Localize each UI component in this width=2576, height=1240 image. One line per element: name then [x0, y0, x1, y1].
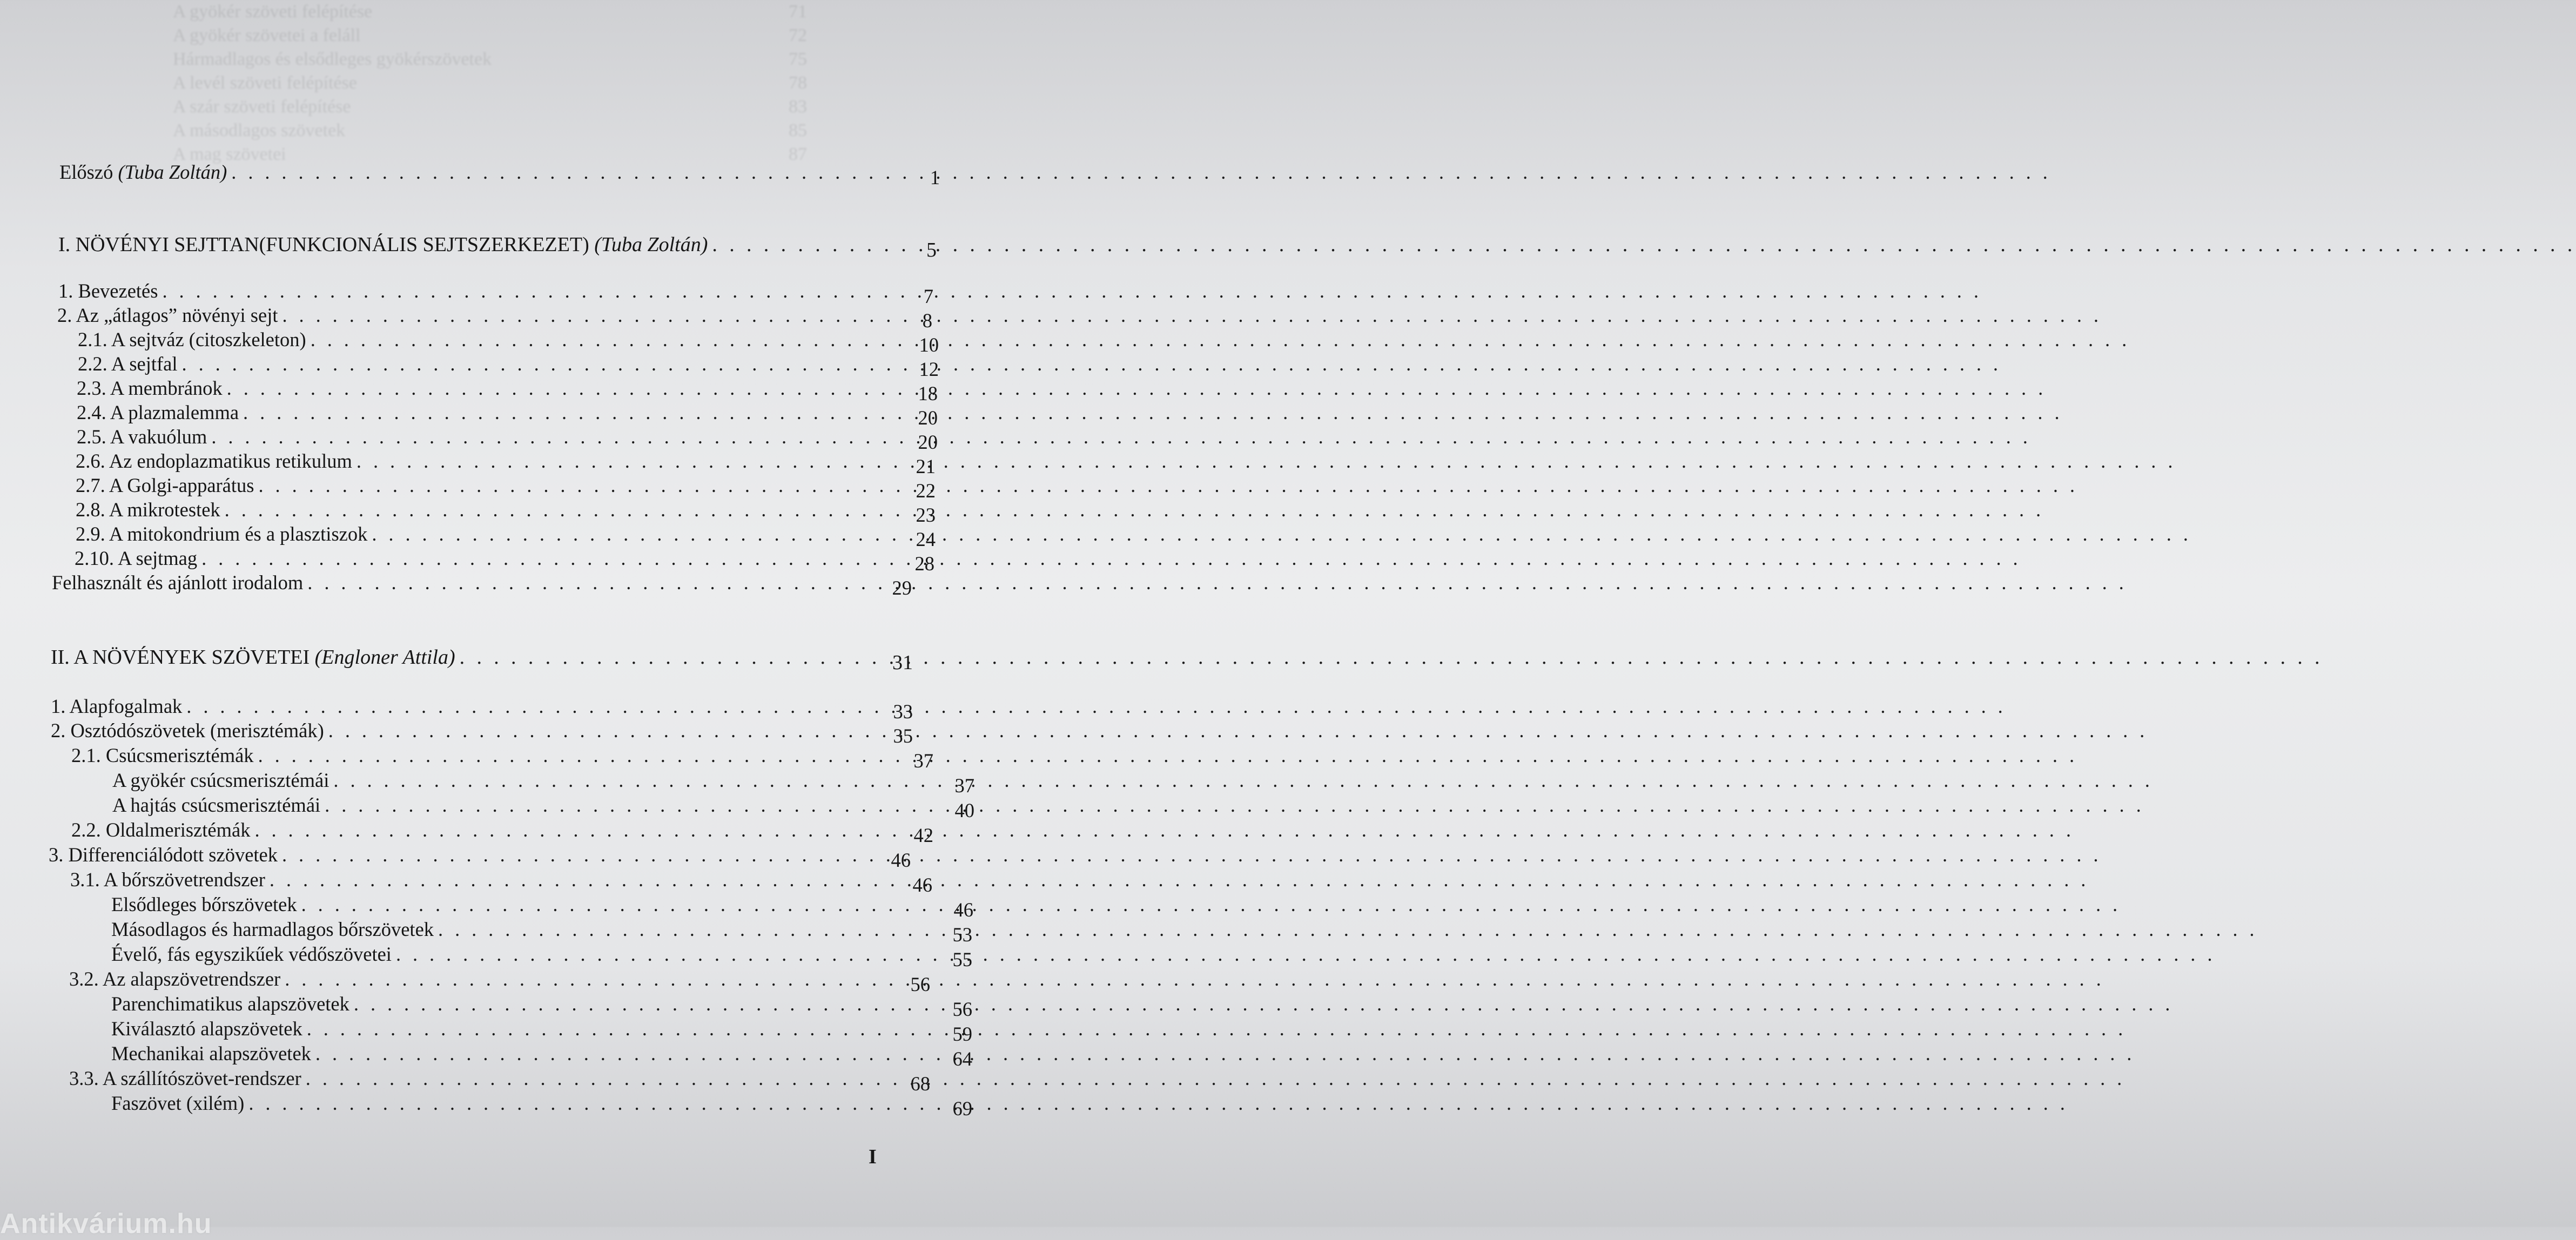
toc-leader-dots — [354, 992, 2174, 1016]
toc-entry — [69, 967, 930, 995]
toc-page-number: 20 — [918, 431, 938, 453]
toc-leader-dots — [306, 1066, 2126, 1091]
toc-entry — [51, 694, 913, 723]
toc-leader-dots — [285, 967, 2104, 992]
bleed-line: A szár szöveti felépítése — [173, 97, 351, 117]
toc-leader-dots — [307, 570, 2127, 595]
toc-entry — [76, 497, 936, 526]
toc-entry — [57, 303, 932, 332]
toc-page-number: 18 — [918, 382, 938, 405]
toc-entry-title: 2.2. A sejtfal — [78, 353, 178, 375]
toc-entry-title: A hajtás csúcsmerisztémái — [112, 794, 321, 816]
toc-leader-dots — [315, 1041, 2135, 1066]
toc-entry — [58, 279, 933, 307]
toc-leader-dots — [283, 303, 2102, 328]
toc-leader-dots — [254, 818, 2074, 843]
toc-page-number: 37 — [913, 750, 933, 772]
toc-entry — [51, 718, 913, 747]
toc-page-number: 5 — [926, 239, 937, 261]
toc-entry-title: Elsődleges bőrszövetek — [111, 893, 297, 915]
toc-entry-title: 2.1. A sejtváz (citoszkeleton) — [78, 328, 306, 351]
toc-leader-dots — [227, 376, 2047, 401]
toc-page-number: 20 — [918, 407, 938, 429]
toc-leader-dots — [328, 718, 2148, 743]
bleed-through-text — [173, 0, 745, 164]
toc-leader-dots — [311, 327, 2130, 352]
bleed-line: A levél szöveti felépítése — [173, 73, 357, 93]
toc-leader-dots — [225, 497, 2044, 522]
toc-leader-dots — [258, 743, 2078, 768]
bleed-line: A másodlagos szövetek — [173, 120, 346, 140]
toc-leader-dots — [258, 473, 2078, 498]
toc-page-number: 23 — [916, 504, 936, 526]
toc-entry-title: 2.5. A vakuólum — [77, 426, 207, 448]
toc-page-number: 56 — [952, 998, 972, 1020]
toc-author: (Engloner Attila) — [314, 646, 455, 669]
toc-entry — [49, 843, 911, 871]
toc-page-number: 55 — [952, 948, 972, 971]
toc-entry — [76, 473, 936, 502]
toc-leader-dots — [307, 1016, 2127, 1041]
toc-leader-dots — [186, 694, 2006, 719]
toc-entry-title: 2.3. A membránok — [77, 377, 223, 399]
toc-entry — [111, 1016, 972, 1045]
toc-title-text: I. NÖVÉNYI SEJTTAN(FUNKCIONÁLIS SEJTSZERKEZET) — [58, 233, 589, 256]
toc-page-number: 22 — [916, 480, 936, 502]
toc-entry — [77, 424, 938, 453]
bleed-line: 83 — [789, 97, 807, 117]
toc-page-number: 24 — [916, 528, 936, 550]
toc-entry-title: A gyökér csúcsmerisztémái — [112, 769, 329, 791]
toc-title-text: II. A NÖVÉNYEK SZÖVETEI — [51, 646, 310, 669]
toc-author: (Tuba Zoltán) — [118, 161, 227, 183]
toc-leader-dots — [270, 867, 2089, 892]
toc-entry-title: 2.8. A mikrotestek — [76, 498, 220, 521]
toc-page-number: 69 — [952, 1097, 972, 1120]
bleed-line: 85 — [789, 120, 807, 140]
toc-entry — [111, 892, 973, 921]
bleed-line: 72 — [789, 25, 807, 45]
toc-leader-dots — [243, 400, 2063, 425]
toc-author: (Tuba Zoltán) — [594, 233, 708, 256]
toc-entry — [75, 546, 934, 575]
toc-entry-title: 2.9. A mitokondrium és a plasztiszok — [76, 523, 368, 545]
toc-title-text: Előszó — [59, 161, 113, 183]
toc-entry-title: 2.7. A Golgi-apparátus — [76, 474, 254, 496]
bleed-line: 78 — [789, 73, 807, 93]
toc-entry-title: Felhasznált és ajánlott irodalom — [52, 571, 304, 594]
toc-entry-title: 2.4. A plazmalemma — [77, 401, 239, 423]
toc-entry-title: 3.1. A bőrszövetrendszer — [70, 868, 265, 891]
toc-page-number: 21 — [916, 455, 936, 477]
toc-page-number: 29 — [892, 577, 912, 599]
toc-entry-title — [58, 232, 712, 257]
toc-entry-title: Faszövet (xilém) — [111, 1092, 245, 1114]
toc-leader-dots — [248, 1091, 2068, 1116]
toc-page-number: 46 — [912, 874, 932, 896]
toc-entry — [71, 818, 933, 846]
page-number: I — [869, 1145, 877, 1168]
toc-page-number: 35 — [893, 725, 913, 747]
toc-entry-title — [59, 160, 231, 185]
toc-leader-dots — [301, 892, 2121, 917]
toc-leader-dots — [231, 160, 2051, 185]
toc-entry-title: Évelő, fás egyszikűek védőszövetei — [111, 943, 392, 965]
toc-entry — [77, 400, 938, 429]
watermark-logo: Antikvárium.hu — [0, 1208, 212, 1239]
toc-entry-title: 2.1. Csúcsmerisztémák — [71, 744, 254, 766]
toc-entry-title: Másodlagos és harmadlagos bőrszövetek — [111, 918, 434, 940]
toc-page-number: 64 — [952, 1048, 972, 1070]
bleed-line: A gyökér szövetei a feláll — [173, 25, 361, 45]
toc-entry — [112, 768, 974, 797]
toc-leader-dots — [333, 768, 2153, 793]
bleed-line: Hármadlagos és elsődleges gyökérszövetek — [173, 49, 492, 69]
toc-entry — [71, 743, 933, 772]
toc-entry — [69, 1066, 930, 1095]
toc-page-number: 10 — [919, 334, 939, 356]
toc-leader-dots — [712, 232, 2575, 257]
toc-page-number: 46 — [953, 899, 973, 921]
toc-entry — [111, 992, 972, 1020]
toc-entry — [111, 917, 972, 946]
bleed-line: 87 — [789, 144, 807, 164]
toc-page-number: 59 — [952, 1023, 972, 1045]
toc-leader-dots — [211, 424, 2031, 449]
toc-page-number: 53 — [952, 924, 972, 946]
toc-entry — [76, 449, 936, 477]
toc-page-number: 1 — [930, 166, 940, 188]
toc-page-number: 42 — [913, 824, 933, 846]
toc-entry-title: 3.2. Az alapszövetrendszer — [69, 968, 281, 990]
toc-leader-dots — [282, 843, 2102, 867]
toc-entry — [78, 327, 939, 356]
toc-entry-chapter-2 — [51, 645, 913, 674]
toc-entry-foreword — [59, 160, 940, 188]
bleed-line: A mag szövetei — [173, 144, 286, 164]
toc-entry-chapter-1 — [58, 232, 937, 261]
toc-leader-dots — [357, 449, 2176, 474]
toc-page-number: 33 — [893, 700, 913, 723]
toc-leader-dots — [182, 352, 2002, 376]
toc-entry-title: 3.3. A szállítószövet-rendszer — [69, 1067, 301, 1089]
toc-entry-title: 1. Alapfogalmak — [51, 695, 183, 717]
toc-page-number: 12 — [919, 358, 939, 380]
book-page — [0, 0, 974, 1239]
toc-entry-title: 2. Osztódószövetek (merisztémák) — [51, 719, 324, 742]
toc-page-number: 31 — [892, 651, 913, 674]
bleed-line: 75 — [789, 49, 807, 69]
toc-entry — [70, 867, 932, 896]
bleed-line: 71 — [789, 2, 807, 22]
toc-entry-title: 2.2. Oldalmerisztémák — [71, 819, 251, 841]
toc-page-number: 40 — [954, 799, 974, 821]
toc-entry — [111, 1041, 972, 1070]
toc-leader-dots — [438, 917, 2258, 942]
toc-entry — [77, 376, 938, 405]
toc-page-number: 56 — [910, 973, 930, 995]
toc-entry-title: 3. Differenciálódott szövetek — [49, 844, 278, 866]
toc-entry-title: Parenchimatikus alapszövetek — [111, 993, 349, 1015]
toc-entry — [52, 570, 912, 599]
toc-page-number: 8 — [922, 309, 932, 332]
toc-leader-dots — [162, 279, 1982, 304]
toc-entry-title: 2.10. A sejtmag — [75, 547, 198, 569]
toc-page-number: 7 — [923, 285, 933, 307]
toc-entry — [76, 522, 936, 550]
toc-page-number: 68 — [910, 1073, 930, 1095]
toc-page-number: 28 — [914, 552, 934, 575]
toc-entry-title: Mechanikai alapszövetek — [111, 1042, 311, 1064]
toc-page-number: 46 — [891, 849, 911, 871]
toc-entry — [78, 352, 939, 380]
toc-entry-title: 2.6. Az endoplazmatikus retikulum — [76, 450, 352, 472]
toc-entry-title: 1. Bevezetés — [58, 280, 158, 302]
toc-leader-dots — [372, 522, 2191, 547]
toc-leader-dots — [396, 942, 2216, 967]
toc-entry — [111, 942, 972, 971]
bleed-through-numbers — [789, 0, 920, 164]
toc-entry — [112, 793, 974, 821]
toc-entry-title: Kiválasztó alapszövetek — [111, 1017, 302, 1040]
toc-leader-dots — [201, 546, 2021, 571]
toc-leader-dots — [460, 645, 2323, 670]
toc-entry-title: 2. Az „átlagos” növényi sejt — [57, 304, 278, 326]
toc-entry-title — [51, 645, 460, 670]
bleed-line: A gyökér szöveti felépítése — [173, 2, 373, 22]
toc-leader-dots — [325, 793, 2144, 818]
toc-entry — [111, 1091, 972, 1120]
toc-page-number: 37 — [954, 774, 974, 797]
